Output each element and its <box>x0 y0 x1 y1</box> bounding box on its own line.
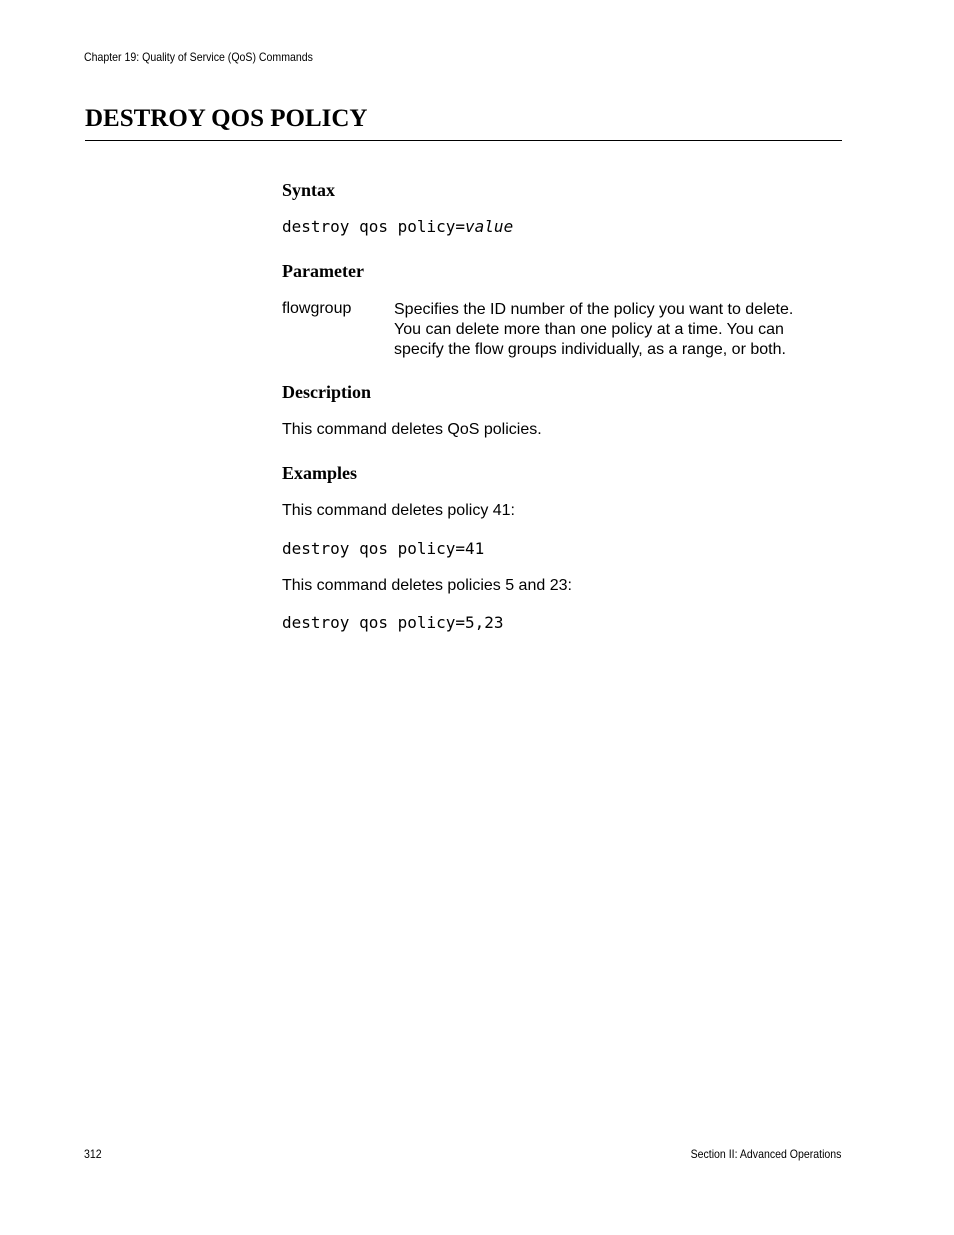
example-command: destroy qos policy=5,23 <box>282 613 504 632</box>
description-heading: Description <box>282 382 371 402</box>
syntax-command-arg: value <box>465 217 514 236</box>
parameter-description <box>394 300 793 360</box>
examples-heading: Examples <box>282 463 358 483</box>
page-title: DESTROY QOS POLICY <box>85 105 368 132</box>
example-command: destroy qos policy=41 <box>282 539 485 558</box>
example-text: This command deletes policy 41: <box>282 502 515 519</box>
parameter-description-line: You can delete more than one policy at a time. You can <box>394 321 784 338</box>
syntax-heading: Syntax <box>282 180 336 200</box>
syntax-command <box>282 217 513 236</box>
parameter-heading: Parameter <box>282 261 364 281</box>
parameter-description-line: Specifies the ID number of the policy you want to delete. <box>394 301 794 318</box>
parameter-description-line: specify the flow groups individually, as a range, or both. <box>394 341 786 358</box>
example-text: This command deletes policies 5 and 23: <box>282 577 572 594</box>
parameter-name: flowgroup <box>282 300 352 317</box>
page-number: 312 <box>84 1147 102 1161</box>
syntax-command-prefix: destroy qos policy= <box>282 217 466 236</box>
section-footer: Section II: Advanced Operations <box>690 1147 841 1161</box>
running-header: Chapter 19: Quality of Service (QoS) Commands <box>84 50 313 64</box>
title-divider <box>85 140 842 141</box>
description-text: This command deletes QoS policies. <box>282 421 542 438</box>
